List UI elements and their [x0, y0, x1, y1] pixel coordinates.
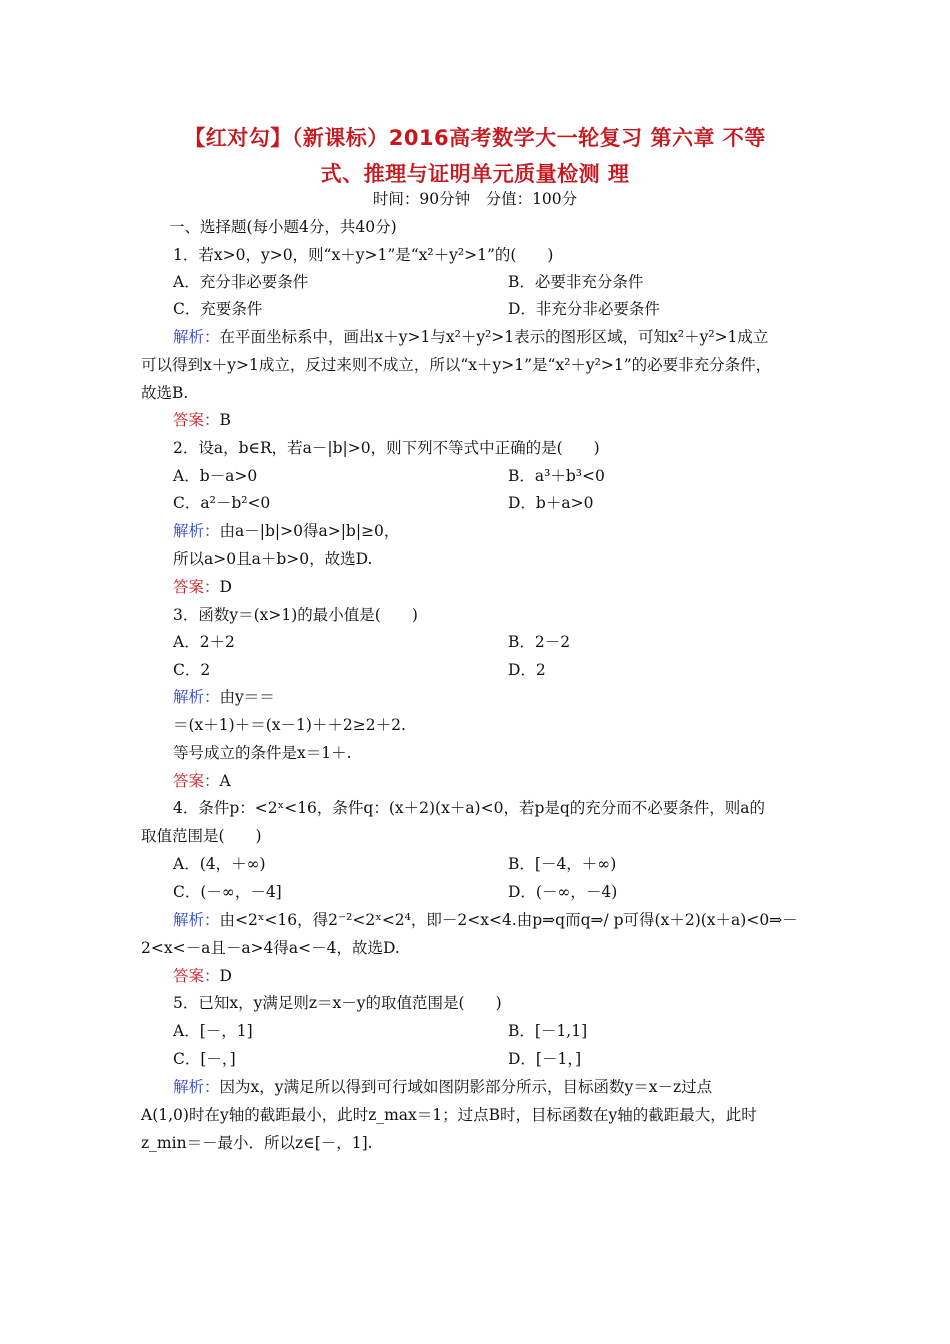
- exam-meta: 时间：90分钟 分值：100分: [372, 190, 578, 208]
- q1-option-d: D．非充分非必要条件: [508, 300, 660, 318]
- doc-title-line-1: 【红对勾】（新课标）2016高考数学大一轮复习 第六章 不等: [184, 126, 766, 150]
- q1-option-b: B．必要非充分条件: [508, 273, 644, 291]
- q4-answer: [173, 966, 232, 986]
- q2-solution-line-2: 所以a>0且a＋b>0，故选D.: [173, 550, 373, 568]
- q4-solution-label: 解析：: [173, 911, 220, 929]
- q3-solution-line-3: 等号成立的条件是x＝1＋.: [173, 744, 352, 762]
- q2-option-a: A．b－a>0: [173, 467, 258, 485]
- q1-answer-label: 答案：: [173, 411, 220, 429]
- q1-solution-label: 解析：: [173, 328, 220, 346]
- q5-solution-text-1: 因为x，y满足所以得到可行域如图阴影部分所示，目标函数y＝x－z过点: [219, 1078, 713, 1096]
- q2-option-d: D．b＋a>0: [508, 494, 594, 512]
- q1-solution-line-1: [173, 327, 768, 347]
- q2-option-b: B．a³＋b³<0: [508, 467, 605, 485]
- q3-solution-line-1: [173, 687, 275, 707]
- q4-stem-line-1: 4．条件p：<2ˣ<16，条件q：(x＋2)(x＋a)<0，若p是q的充分而不必要条件，则a的: [173, 799, 766, 817]
- q5-option-d: D．[－1，]: [508, 1050, 582, 1068]
- q1-solution-line-2: 可以得到x＋y>1成立，反过来则不成立，所以“x＋y>1”是“x²＋y²>1”的必要非充分条件，: [141, 356, 772, 374]
- q4-stem-line-2: 取值范围是( ): [141, 827, 262, 845]
- q5-option-b: B．[－1,1]: [508, 1022, 588, 1040]
- q5-option-a: A．[－，1]: [173, 1022, 253, 1040]
- q1-stem: 1．若x>0，y>0，则“x＋y>1”是“x²＋y²>1”的( ): [173, 246, 554, 264]
- q2-stem: 2．设a，b∈R，若a－|b|>0，则下列不等式中正确的是( ): [173, 439, 600, 457]
- q3-option-a: A．2＋2: [173, 633, 235, 651]
- q5-solution-line-1: [173, 1077, 712, 1097]
- q2-solution-text-1: 由a－|b|>0得a>|b|≥0，: [219, 522, 400, 540]
- q2-solution-line-1: [173, 521, 399, 541]
- q4-option-a: A．(4，＋∞): [173, 855, 266, 873]
- q4-answer-value: D: [219, 967, 232, 985]
- q5-stem: 5．已知x，y满足则z＝x－y的取值范围是( ): [173, 994, 502, 1012]
- q1-solution-text-1: 在平面坐标系中，画出x＋y>1与x²＋y²>1表示的图形区域，可知x²＋y²>1成立: [219, 328, 769, 346]
- q4-solution-text-1: 由<2ˣ<16，得2⁻²<2ˣ<2⁴，即－2<x<4.由p⇒q而q⇒/ p可得(x＋2)(x＋a)<0⇒－: [219, 911, 798, 929]
- q4-option-d: D．(－∞，－4): [508, 883, 618, 901]
- q5-option-c: C．[－，]: [173, 1050, 236, 1068]
- q5-solution-line-3: z_min＝－最小．所以z∈[－，1].: [141, 1134, 373, 1152]
- q2-option-c: C．a²－b²<0: [173, 494, 271, 512]
- q4-option-b: B．[－4，＋∞): [508, 855, 617, 873]
- q1-answer: [173, 410, 231, 430]
- q1-option-a: A．充分非必要条件: [173, 273, 309, 291]
- q5-solution-line-2: A(1,0)时在y轴的截距最小，此时z_max＝1；过点B时，目标函数在y轴的截距最大，此时: [141, 1106, 757, 1124]
- q3-option-d: D．2: [508, 661, 546, 679]
- q4-solution-line-1: [173, 910, 798, 930]
- q2-answer: [173, 577, 232, 597]
- q3-answer: [173, 771, 231, 791]
- q1-answer-value: B: [219, 411, 231, 429]
- q3-stem: 3．函数y＝(x>1)的最小值是( ): [173, 606, 418, 624]
- q4-solution-line-2: 2<x<－a且－a>4得a<－4，故选D.: [141, 939, 400, 957]
- q3-option-c: C．2: [173, 661, 211, 679]
- q3-answer-value: A: [219, 772, 231, 790]
- q2-solution-label: 解析：: [173, 522, 220, 540]
- q1-solution-line-3: 故选B.: [141, 384, 189, 402]
- q3-solution-text-1: 由y＝＝: [219, 688, 275, 706]
- q1-option-c: C．充要条件: [173, 300, 263, 318]
- q5-solution-label: 解析：: [173, 1078, 220, 1096]
- q4-answer-label: 答案：: [173, 967, 220, 985]
- doc-title-line-2: 式、推理与证明单元质量检测 理: [320, 162, 630, 186]
- q3-solution-line-2: ＝(x＋1)＋＝(x－1)＋＋2≥2＋2.: [173, 716, 406, 734]
- q3-answer-label: 答案：: [173, 772, 220, 790]
- q2-answer-value: D: [219, 578, 232, 596]
- q3-solution-label: 解析：: [173, 688, 220, 706]
- section-heading: 一、选择题(每小题4分，共40分): [169, 218, 397, 236]
- q3-option-b: B．2－2: [508, 633, 571, 651]
- q2-answer-label: 答案：: [173, 578, 220, 596]
- q4-option-c: C．(－∞，－4]: [173, 883, 282, 901]
